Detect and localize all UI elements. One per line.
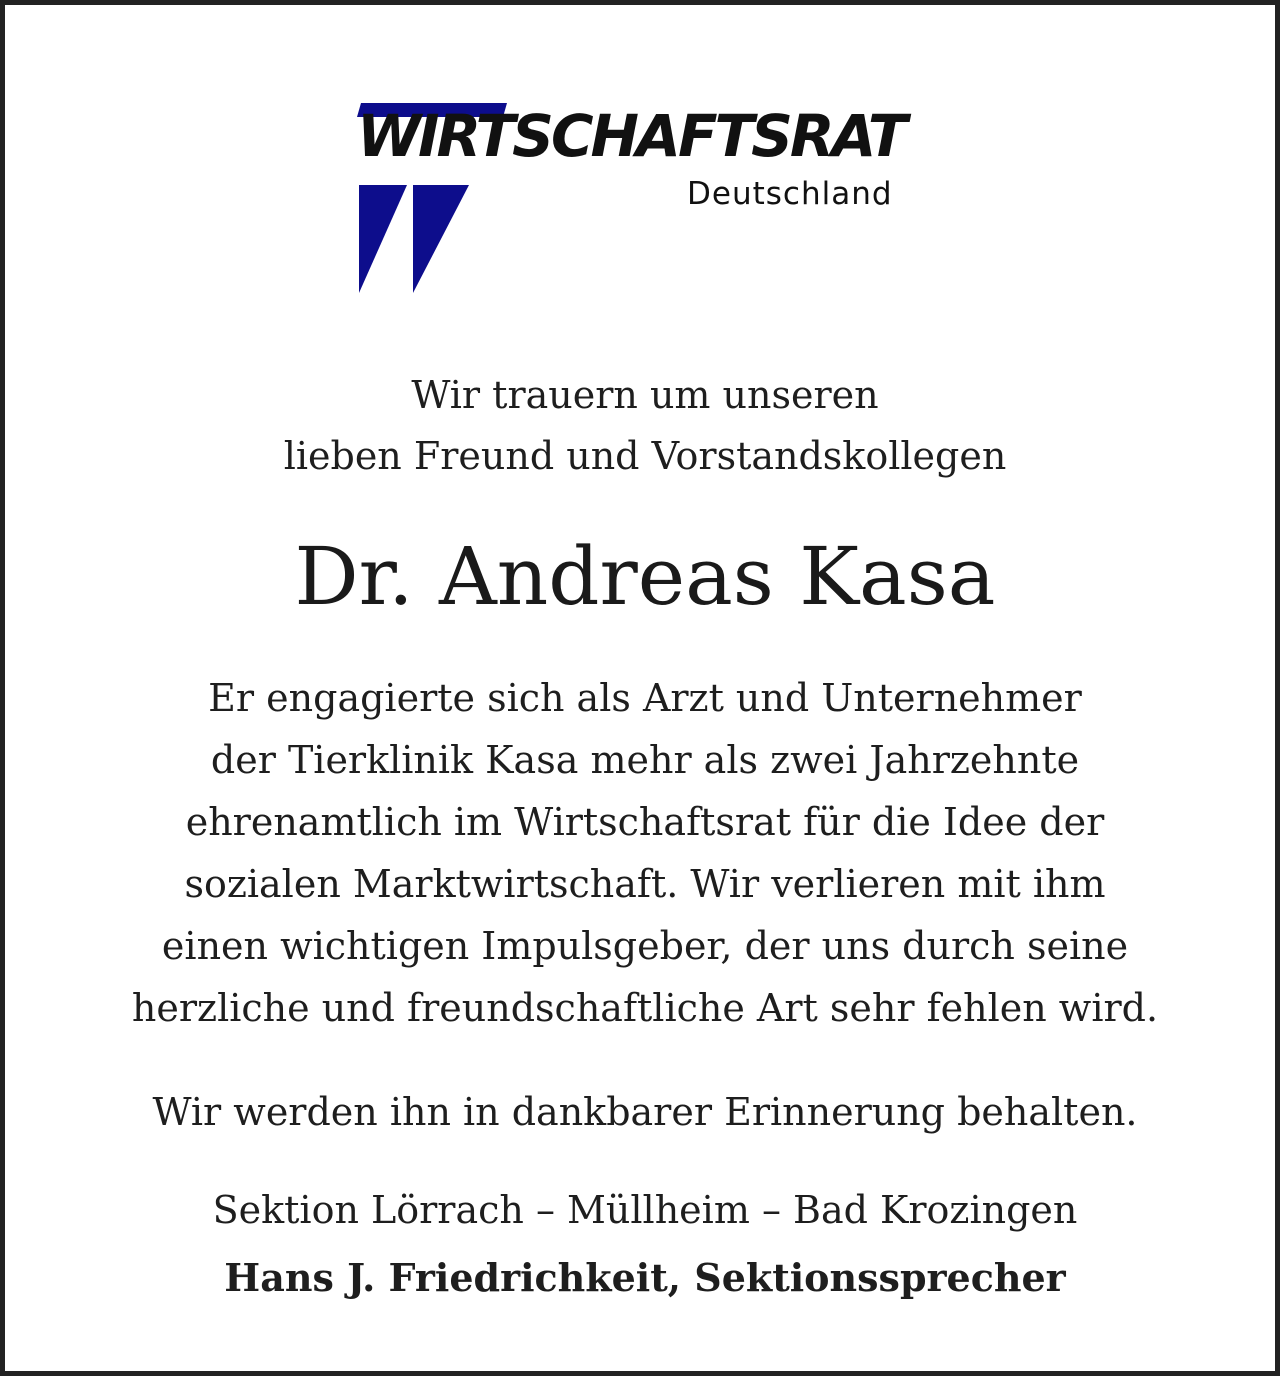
intro-line: lieben Freund und Vorstandskollegen: [283, 434, 1007, 478]
intro-text: [5, 365, 1280, 487]
tribute-line: Er engagierte sich als Arzt und Unternehmer: [208, 676, 1082, 720]
logo-subtitle: Deutschland: [687, 176, 893, 212]
intro-line: Wir trauern um unseren: [411, 373, 879, 417]
closing-text: Wir werden ihn in dankbarer Erinnerung behalten.: [152, 1090, 1138, 1134]
tribute-line: sozialen Marktwirtschaft. Wir verlieren mit ihm: [184, 862, 1106, 906]
logo-wordmark: WIRTSCHAFTSRAT: [357, 102, 905, 170]
wirtschaftsrat-logo: [345, 93, 965, 303]
tribute-line: einen wichtigen Impulsgeber, der uns durch seine: [161, 924, 1129, 968]
deceased-name: Dr. Andreas Kasa: [294, 530, 996, 623]
tribute-line: der Tierklinik Kasa mehr als zwei Jahrzehnte: [210, 738, 1080, 782]
tribute-paragraph: [5, 667, 1280, 1039]
signer-name: Hans J. Friedrichkeit, Sektionssprecher: [224, 1255, 1066, 1300]
tribute-line: herzliche und freundschaftliche Art sehr fehlen wird.: [131, 986, 1159, 1030]
tribute-line: ehrenamtlich im Wirtschaftsrat für die Idee der: [185, 800, 1105, 844]
section-name: Sektion Lörrach – Müllheim – Bad Krozingen: [212, 1188, 1078, 1232]
